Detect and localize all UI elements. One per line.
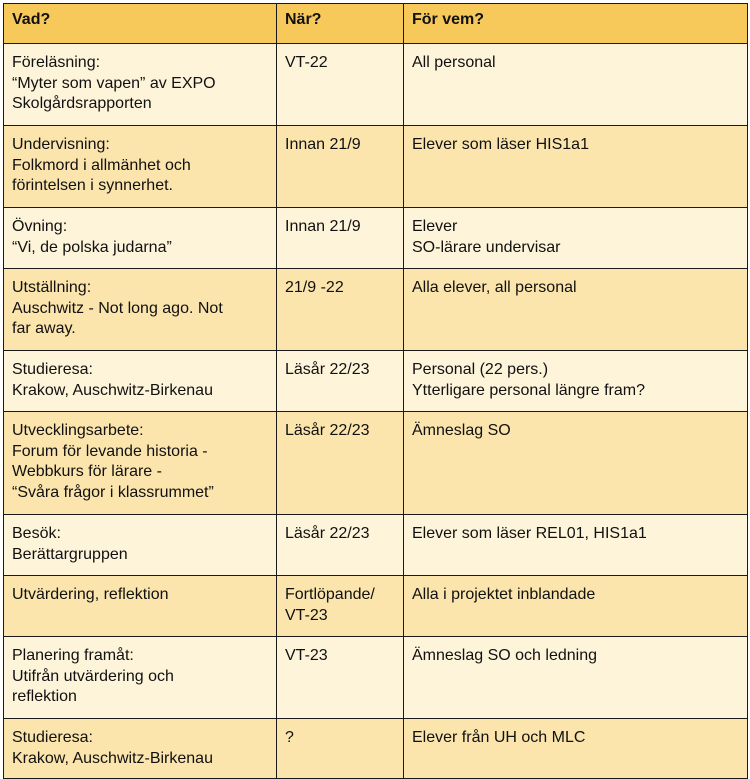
cell-text: Planering framåt:: [12, 647, 134, 664]
cell-vad: [4, 269, 277, 351]
cell-text: Besök:: [12, 525, 61, 542]
cell-text: Folkmord i allmänhet och: [12, 156, 191, 174]
cell-text: Webbkurs för lärare -: [12, 463, 162, 480]
cell-for-vem: [404, 44, 748, 126]
cell-text: Skolgårdsrapporten: [12, 95, 152, 112]
cell-text: Elever som läser REL01, HIS1a1: [412, 525, 647, 542]
cell-for-vem: [404, 351, 748, 412]
cell-text: Studieresa:: [12, 361, 93, 378]
cell-text: Krakow, Auschwitz-Birkenau: [12, 749, 213, 767]
cell-for-vem: [404, 576, 748, 637]
cell-text: ?: [285, 729, 294, 746]
cell-vad: [4, 208, 277, 269]
cell-text: Innan 21/9: [285, 136, 361, 153]
header-row: [4, 4, 748, 44]
table-row: [4, 351, 748, 412]
cell-text: Innan 21/9: [285, 218, 361, 235]
cell-text: Utifrån utvärdering och: [12, 667, 174, 685]
cell-text: All personal: [412, 54, 496, 71]
cell-vad: [4, 351, 277, 412]
table-row: [4, 576, 748, 637]
cell-text: Läsår 22/23: [285, 422, 370, 439]
cell-text: Elever: [412, 218, 458, 235]
table-row: [4, 637, 748, 719]
cell-text: reflektion: [12, 688, 77, 705]
cell-text: “Vi, de polska judarna”: [12, 238, 172, 256]
cell-vad: [4, 515, 277, 576]
cell-text: Utvecklingsarbete:: [12, 422, 144, 439]
cell-nar: [277, 269, 404, 351]
cell-text: SO-lärare undervisar: [412, 238, 561, 256]
header-vad: Vad?: [4, 4, 277, 44]
cell-nar: [277, 412, 404, 515]
cell-text: Fortlöpande/: [285, 586, 375, 603]
cell-text: VT-22: [285, 54, 328, 71]
cell-for-vem: [404, 637, 748, 719]
plan-table: [3, 3, 748, 779]
header-nar: När?: [277, 4, 404, 44]
table-row: [4, 515, 748, 576]
cell-nar: [277, 44, 404, 126]
table-row: [4, 208, 748, 269]
cell-for-vem: [404, 126, 748, 208]
cell-for-vem: [404, 719, 748, 779]
table-row: [4, 126, 748, 208]
cell-text: Övning:: [12, 218, 68, 235]
cell-text: Alla elever, all personal: [412, 279, 577, 296]
header-for-vem: För vem?: [404, 4, 748, 44]
cell-nar: [277, 719, 404, 779]
cell-text: 21/9 -22: [285, 279, 344, 296]
table-row: [4, 44, 748, 126]
cell-for-vem: [404, 269, 748, 351]
cell-text: Alla i projektet inblandade: [412, 586, 596, 603]
cell-nar: [277, 637, 404, 719]
cell-text: VT-23: [285, 606, 328, 624]
cell-text: Berättargruppen: [12, 545, 128, 563]
cell-text: Forum för levande historia -: [12, 442, 208, 460]
cell-text: Elever som läser HIS1a1: [412, 136, 589, 153]
cell-text: Ytterligare personal längre fram?: [412, 381, 646, 399]
cell-text: VT-23: [285, 647, 328, 664]
cell-for-vem: [404, 208, 748, 269]
cell-text: Studieresa:: [12, 729, 93, 746]
cell-text: Elever från UH och MLC: [412, 729, 586, 746]
cell-nar: [277, 515, 404, 576]
cell-nar: [277, 351, 404, 412]
cell-text: “Myter som vapen” av EXPO: [12, 74, 216, 92]
cell-text: Krakow, Auschwitz-Birkenau: [12, 381, 213, 399]
cell-vad: [4, 44, 277, 126]
cell-vad: [4, 719, 277, 779]
table-row: [4, 269, 748, 351]
cell-text: Ämneslag SO och ledning: [412, 647, 597, 664]
cell-nar: [277, 576, 404, 637]
cell-text: Utställning:: [12, 279, 92, 296]
cell-text: Utvärdering, reflektion: [12, 586, 169, 603]
cell-text: Ämneslag SO: [412, 422, 511, 439]
cell-text: “Svåra frågor i klassrummet”: [12, 483, 214, 501]
cell-vad: [4, 576, 277, 637]
cell-text: Personal (22 pers.): [412, 361, 549, 378]
cell-nar: [277, 208, 404, 269]
cell-nar: [277, 126, 404, 208]
cell-text: Undervisning:: [12, 136, 110, 153]
cell-for-vem: [404, 515, 748, 576]
cell-text: Auschwitz - Not long ago. Not: [12, 299, 223, 317]
cell-text: Föreläsning:: [12, 54, 101, 71]
cell-vad: [4, 126, 277, 208]
cell-text: Läsår 22/23: [285, 525, 370, 542]
table-row: [4, 719, 748, 779]
cell-for-vem: [404, 412, 748, 515]
cell-vad: [4, 637, 277, 719]
cell-text: Läsår 22/23: [285, 361, 370, 378]
cell-text: förintelsen i synnerhet.: [12, 177, 173, 194]
table-row: [4, 412, 748, 515]
cell-vad: [4, 412, 277, 515]
cell-text: far away.: [12, 320, 76, 337]
